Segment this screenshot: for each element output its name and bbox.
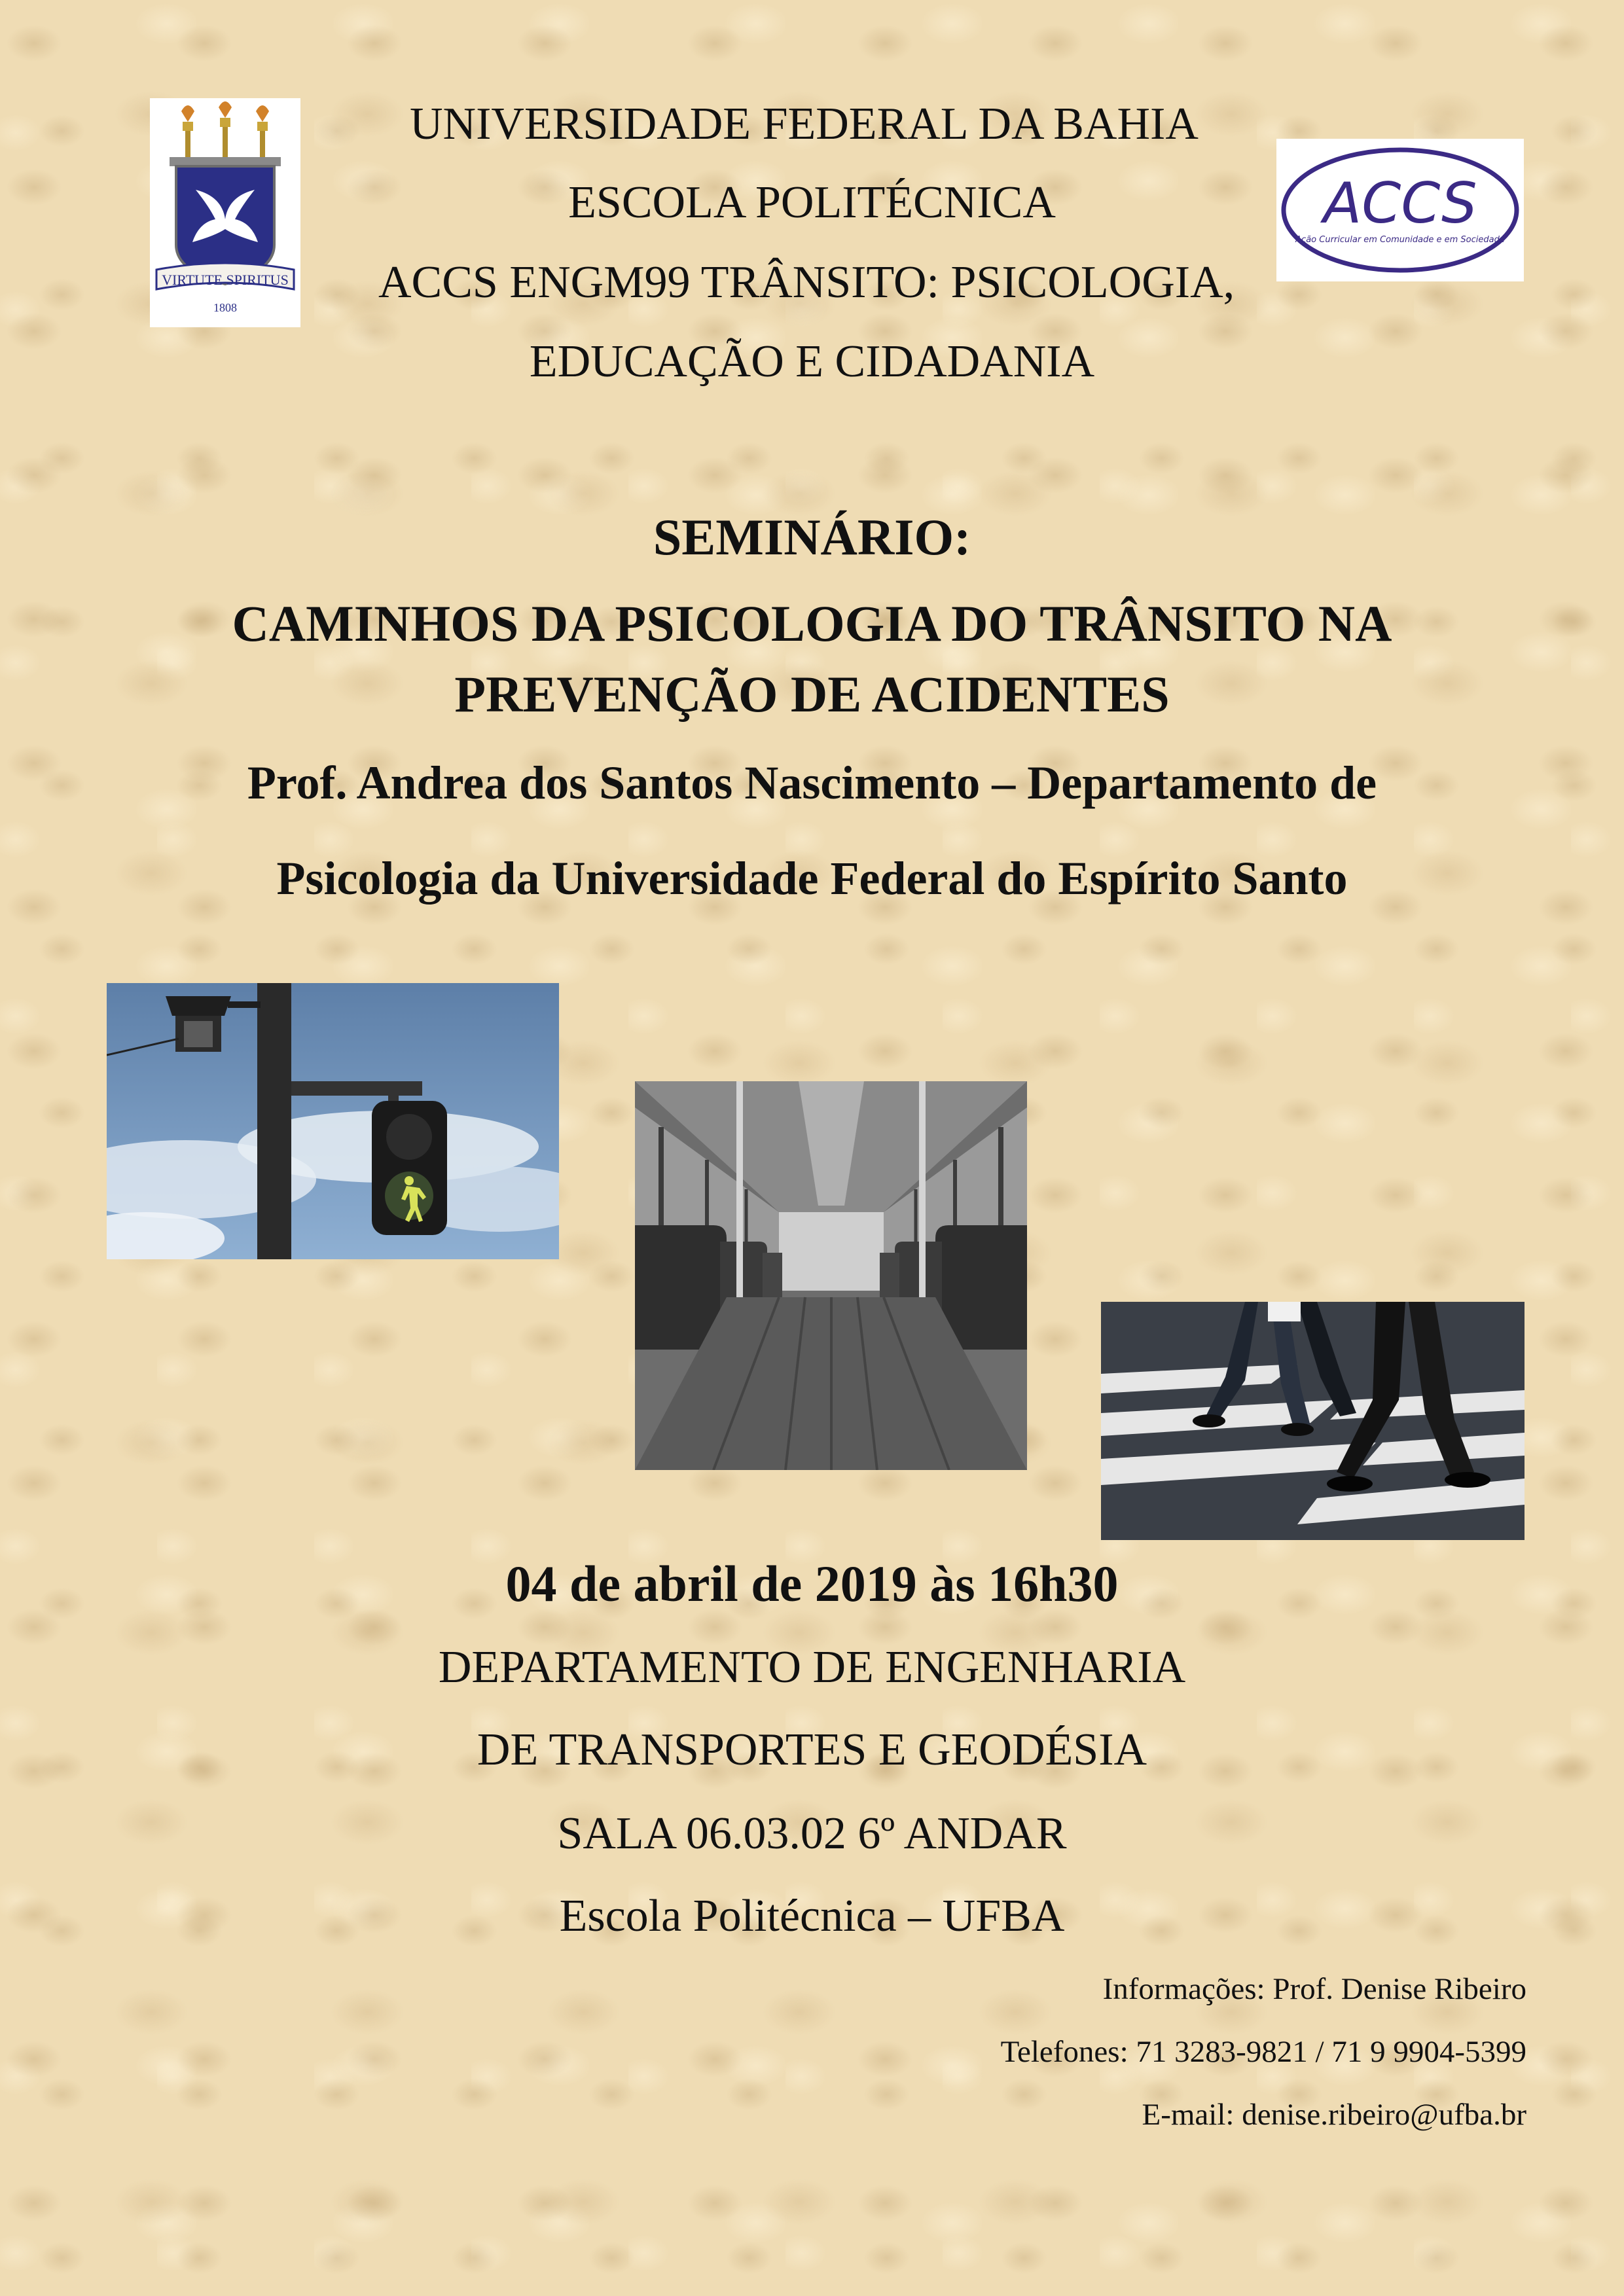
seminar-title-line1: CAMINHOS DA PSICOLOGIA DO TRÂNSITO NA: [232, 595, 1392, 652]
venue-line2: DE TRANSPORTES E GEODÉSIA: [477, 1725, 1147, 1775]
speaker-line2: Psicologia da Universidade Federal do Espírito Santo: [276, 852, 1348, 905]
event-date: 04 de abril de 2019 às 16h30: [505, 1555, 1119, 1612]
school-name: ESCOLA POLITÉCNICA: [568, 177, 1056, 228]
pedestrian-signal-photo: [107, 983, 559, 1259]
contact-info: Informações: Prof. Denise Ribeiro: [1102, 1972, 1526, 2006]
course-name-line2: EDUCAÇÃO E CIDADANIA: [529, 336, 1095, 387]
school-ufba: Escola Politécnica – UFBA: [559, 1891, 1065, 1941]
torch-icon: [256, 105, 269, 157]
torch-icon: [219, 101, 232, 157]
university-name: UNIVERSIDADE FEDERAL DA BAHIA: [410, 99, 1199, 149]
contact-email: E-mail: denise.ribeiro@ufba.br: [1142, 2098, 1526, 2132]
seminar-title-line2: PREVENÇÃO DE ACIDENTES: [454, 666, 1170, 723]
ufba-motto: VIRTUTE SPIRITUS: [162, 272, 289, 288]
accs-acronym: ACCS: [1323, 171, 1477, 236]
course-name-line1: ACCS ENGM99 TRÂNSITO: PSICOLOGIA,: [378, 257, 1235, 308]
torch-icon: [181, 105, 194, 157]
contact-phones: Telefones: 71 3283-9821 / 71 9 9904-5399: [1000, 2035, 1526, 2069]
crosswalk-photo: [1101, 1302, 1525, 1540]
seminar-label: SEMINÁRIO:: [653, 509, 971, 565]
ufba-year: 1808: [213, 301, 237, 314]
accs-tagline: Ação Curricular em Comunidade e em Sociedade: [1295, 235, 1505, 245]
venue-line1: DEPARTAMENTO DE ENGENHARIA: [438, 1642, 1186, 1693]
bus-interior-photo: [635, 1081, 1027, 1470]
speaker-line1: Prof. Andrea dos Santos Nascimento – Departamento de: [247, 757, 1377, 809]
room: SALA 06.03.02 6º ANDAR: [557, 1808, 1067, 1859]
